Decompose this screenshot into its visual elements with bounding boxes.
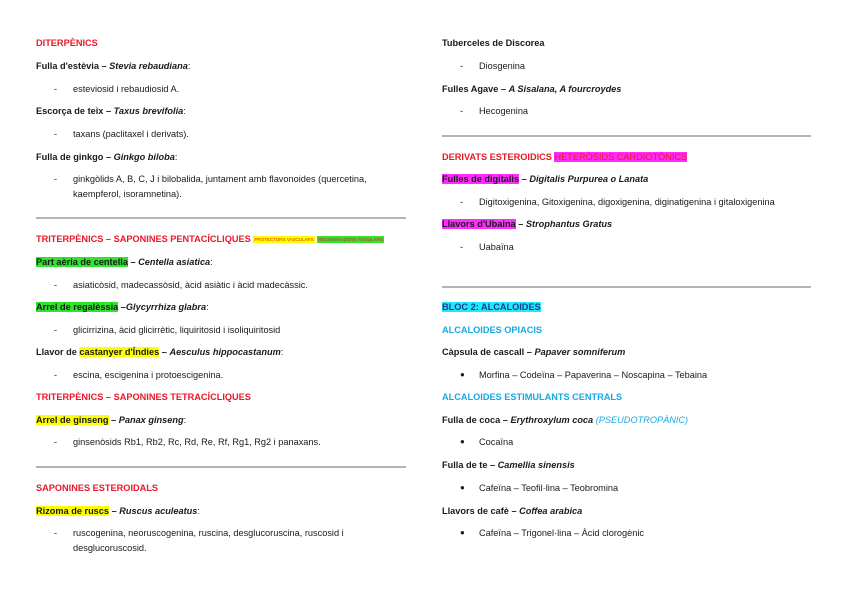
esteroidals-heading: SAPONINES ESTEROIDALS bbox=[36, 483, 159, 493]
discorea-entry: Tuberceles de Discorea bbox=[442, 38, 545, 48]
opiacis-heading: ALCALOIDES OPIACIS bbox=[442, 325, 543, 335]
bullet-icon: ● bbox=[460, 528, 465, 537]
tetraciclic-heading: TRITERPÈNICS – SAPONINES TETRACÍCLIQUES bbox=[36, 392, 251, 402]
bullet-icon: ● bbox=[460, 370, 465, 379]
estimulants-heading: ALCALOIDES ESTIMULANTS CENTRALS bbox=[442, 392, 623, 402]
section-divider bbox=[442, 286, 811, 288]
regalessia-entry: Arrel de regalèssia –Glycyrrhiza glabra: bbox=[36, 302, 209, 312]
teix-entry: Escorça de teix – Taxus brevifolia: bbox=[36, 106, 186, 116]
ginkgo-entry: Fulla de ginkgo – Ginkgo biloba: bbox=[36, 152, 178, 162]
coca-entry: Fulla de coca – Erythroxylum coca (PSEUDOTROPÀNIC) bbox=[442, 415, 689, 425]
diterpenics-heading: DITERPÈNICS bbox=[36, 38, 98, 48]
section-divider bbox=[36, 217, 406, 219]
centella-entry: Part aèria de centella – Centella asiatica: bbox=[36, 257, 213, 267]
digitalis-entry: Fulles de digitalis – Digitalis Purpurea o Lanata bbox=[442, 174, 649, 184]
cascall-entry: Càpsula de cascall – Papaver somniferum bbox=[442, 347, 626, 357]
ubaina-entry: Llavors d'Ubaina – Strophantus Gratus bbox=[442, 219, 613, 229]
tag-regeneradors-tissulars: REGENERADORS TISSULARS bbox=[318, 236, 383, 242]
stevia-entry: Fulla d'estèvia – Stevia rebaudiana: bbox=[36, 61, 191, 71]
pentaciclic-heading: TRITERPÈNICS – SAPONINES PENTACÍCLIQUES PROTECTORS VASCULARS REGENERADORS TISSULARS bbox=[36, 234, 383, 244]
bullet-icon: ● bbox=[460, 483, 465, 492]
ruscs-entry: Rizoma de ruscs – Ruscus aculeatus: bbox=[36, 506, 200, 516]
bloc2-heading: BLOC 2: ALCALOIDES bbox=[442, 302, 541, 312]
section-divider bbox=[36, 466, 406, 468]
castanyer-entry: Llavor de castanyer d'Índies – Aesculus hippocastanum: bbox=[36, 347, 284, 357]
tag-protectors-vasculars: PROTECTORS VASCULARS bbox=[254, 236, 314, 242]
section-divider bbox=[442, 135, 811, 137]
cafe-entry: Llavors de cafè – Coffea arabica bbox=[442, 506, 583, 516]
ginseng-entry: Arrel de ginseng – Panax ginseng: bbox=[36, 415, 187, 425]
agave-entry: Fulles Agave – A Sisalana, A fourcroydes bbox=[442, 84, 622, 94]
te-entry: Fulla de te – Camellia sinensis bbox=[442, 460, 575, 470]
cardiotonics-heading: DERIVATS ESTEROIDICS HETERÒSIDS CARDIOTÒNICS bbox=[442, 152, 688, 162]
bullet-icon: ● bbox=[460, 437, 465, 446]
